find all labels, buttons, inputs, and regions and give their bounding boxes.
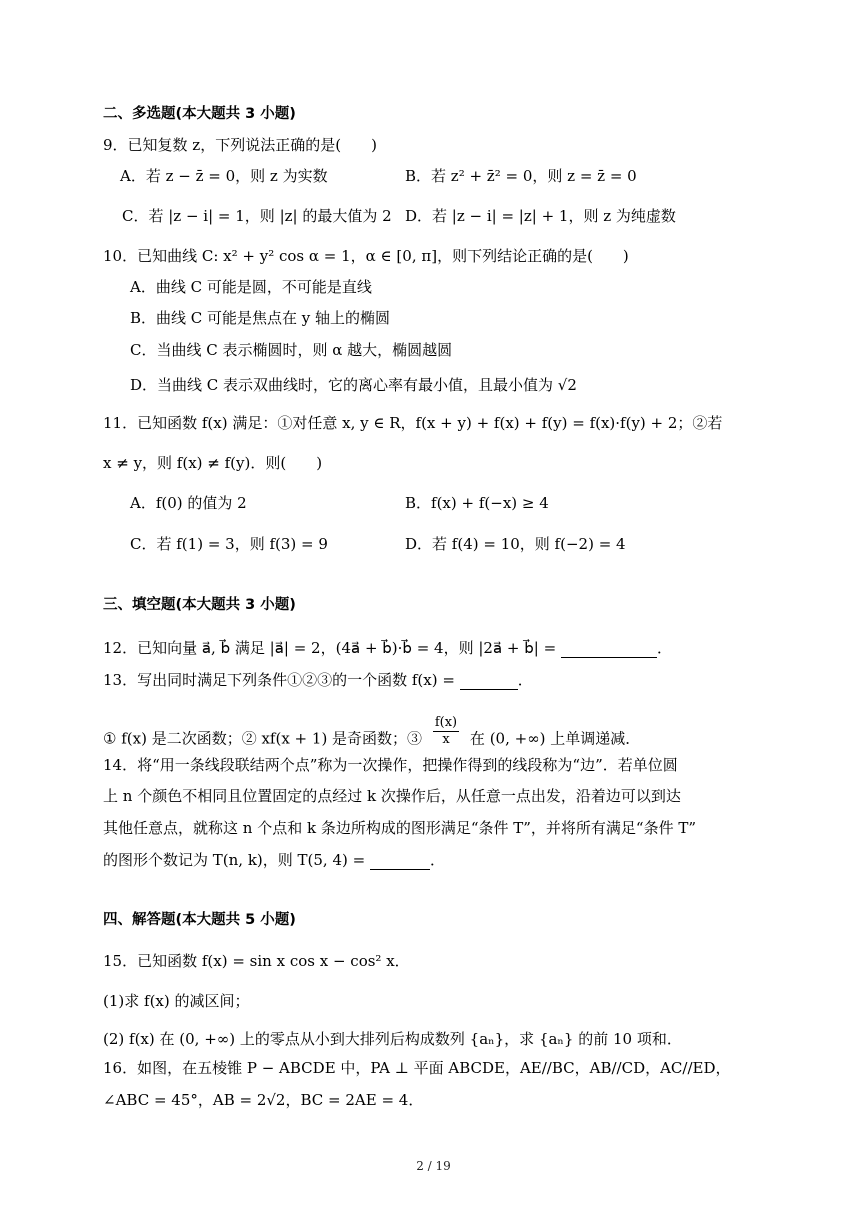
page-number: 2 / 19 — [416, 1159, 451, 1173]
question-16-line2: ∠ABC = 45°，AB = 2√2，BC = 2AE = 4． — [103, 1091, 424, 1109]
question-12-end: ． — [656, 639, 672, 657]
question-14-line4-text: 的图形个数记为 T(n, k)，则 T(5, 4) = — [103, 851, 366, 869]
question-11-stem-line2: x ≠ y，则 f(x) ≠ f(y)．则( ) — [103, 454, 323, 472]
answer-blank[interactable] — [370, 853, 430, 870]
question-11-option-c: C．若 f(1) = 3，则 f(3) = 9 — [130, 535, 328, 553]
question-11-option-b: B．f(x) + f(−x) ≥ 4 — [405, 494, 549, 512]
answer-blank[interactable] — [561, 641, 657, 658]
question-13-conditions — [103, 715, 641, 756]
question-14-line4 — [103, 850, 445, 870]
question-9-option-d: D．若 |z − i| = |z| + 1，则 z 为纯虚数 — [405, 207, 676, 225]
question-13-end: ． — [517, 671, 533, 689]
question-13-conditions-a: ① f(x) 是二次函数；② xf(x + 1) 是奇函数；③ — [103, 729, 423, 748]
question-12-text: 12．已知向量 a⃗, b⃗ 满足 |a⃗| = 2，(4a⃗ + b⃗)·b⃗ = 4，则 |2a⃗ + b⃗| = — [103, 639, 557, 657]
question-9-option-a: A．若 z − z̄ = 0，则 z 为实数 — [120, 167, 328, 185]
question-13-text: 13．写出同时满足下列条件①②③的一个函数 f(x) = — [103, 671, 455, 689]
question-15-part-2: (2) f(x) 在 (0, +∞) 上的零点从小到大排列后构成数列 {aₙ}，求 {aₙ} 的前 10 项和． — [103, 1030, 682, 1048]
section-heading-fill-in: 三、填空题(本大题共 3 小题) — [103, 597, 296, 613]
fraction-denominator: x — [442, 732, 450, 747]
question-14-line2: 上 n 个颜色不相同且位置固定的点经过 k 次操作后，从任意一点出发，沿着边可以到达 — [103, 787, 681, 805]
question-10-option-d: D．当曲线 C 表示双曲线时，它的离心率有最小值，且最小值为 √2 — [130, 376, 577, 394]
question-10-stem: 10．已知曲线 C: x² + y² cos α = 1，α ∈ [0, π]，则下列结论正确的是( ) — [103, 247, 629, 265]
question-10-option-c: C．当曲线 C 表示椭圆时，则 α 越大，椭圆越圆 — [130, 341, 453, 359]
question-12 — [103, 638, 672, 658]
answer-blank[interactable] — [460, 673, 518, 690]
fraction-numerator: f(x) — [434, 715, 458, 730]
question-14-end: ． — [429, 851, 445, 869]
question-14-line3: 其他任意点，就称这 n 个点和 k 条边所构成的图形满足“条件 T”，并将所有满足“条件 T” — [103, 819, 697, 837]
question-10-option-b: B．曲线 C 可能是焦点在 y 轴上的椭圆 — [130, 309, 391, 327]
fraction-fx-over-x — [433, 715, 459, 748]
question-16-line1: 16．如图，在五棱锥 P − ABCDE 中，PA ⊥ 平面 ABCDE，AE//BC，AB//CD，AC//ED， — [103, 1059, 731, 1077]
question-11-option-d: D．若 f(4) = 10，则 f(−2) = 4 — [405, 535, 626, 553]
question-10-option-a: A．曲线 C 可能是圆，不可能是直线 — [130, 278, 372, 296]
question-13-conditions-b: 在 (0, +∞) 上单调递减． — [469, 729, 641, 748]
question-15-stem: 15．已知函数 f(x) = sin x cos x − cos² x． — [103, 952, 410, 970]
question-11-stem-line1: 11．已知函数 f(x) 满足：①对任意 x, y ∈ R，f(x + y) + f(x) + f(y) = f(x)·f(y) + 2；②若 — [103, 414, 723, 432]
question-9-stem: 9．已知复数 z，下列说法正确的是( ) — [103, 136, 377, 154]
question-14-line1: 14．将“用一条线段联结两个点”称为一次操作，把操作得到的线段称为“边”．若单位圆 — [103, 756, 678, 774]
section-heading-multiple-choice: 二、多选题(本大题共 3 小题) — [103, 106, 296, 122]
question-13 — [103, 670, 533, 690]
question-15-part-1: (1)求 f(x) 的减区间； — [103, 992, 250, 1010]
question-11-option-a: A．f(0) 的值为 2 — [130, 494, 247, 512]
section-heading-free-response: 四、解答题(本大题共 5 小题) — [103, 912, 296, 928]
question-9-option-c: C．若 |z − i| = 1，则 |z| 的最大值为 2 — [122, 207, 392, 225]
question-9-option-b: B．若 z² + z̄² = 0，则 z = z̄ = 0 — [405, 167, 637, 185]
